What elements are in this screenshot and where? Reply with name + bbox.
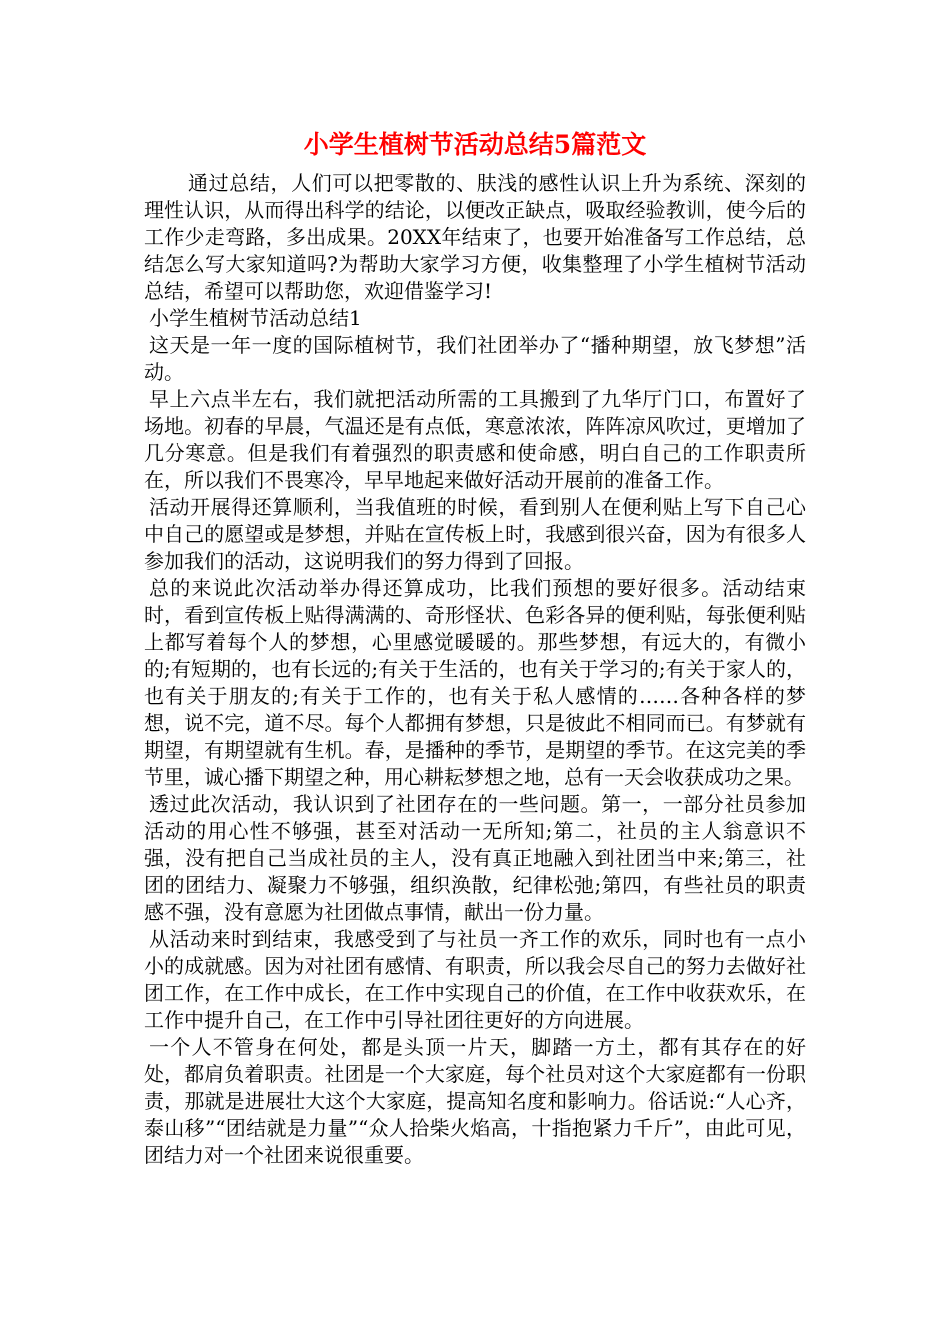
body-paragraph: 透过此次活动，我认识到了社团存在的一些问题。第一，一部分社员参加活动的用心性不够强，甚至对活动一无所知;第二，社员的主人翁意识不强，没有把自己当成社员的主人，没有真正地融入到社团当中来;第三，社团的团结力、凝聚力不够强，组织涣散，纪律松弛;第四，有些社员的职责感不强，没有意愿为社团做点事情，献出一份力量。 [144,792,806,924]
body-paragraph: 一个人不管身在何处，都是头顶一片天，脚踏一方土，都有其存在的好处，都肩负着职责。社团是一个大家庭，每个社员对这个大家庭都有一份职责，那就是进展壮大这个大家庭，提高知名度和影响力。俗话说:“人心齐，泰山移”“团结就是力量”“众人拾柴火焰高，十指抱紧力千斤”，由此可见，团结力对一个社团来说很重要。 [144,1035,806,1167]
body-paragraph: 这天是一年一度的国际植树节，我们社团举办了“播种期望，放飞梦想”活动。 [144,333,806,384]
body-paragraph: 从活动来时到结束，我感受到了与社员一齐工作的欢乐，同时也有一点小小的成就感。因为对社团有感情、有职责，所以我会尽自己的努力去做好社团工作，在工作中成长，在工作中实现自己的价值，在工作中收获欢乐，在工作中提升自己，在工作中引导社团往更好的方向进展。 [144,927,806,1032]
section-heading: 小学生植树节活动总结1 [149,306,362,330]
intro-paragraph: 通过总结，人们可以把零散的、肤浅的感性认识上升为系统、深刻的理性认识，从而得出科学的结论，以便改正缺点，吸取经验教训，使今后的工作少走弯路，多出成果。20XX年结束了，也要开始准备写工作总结，总结怎么写大家知道吗?为帮助大家学习方便，收集整理了小学生植树节活动总结，希望可以帮助您，欢迎借鉴学习! [144,171,806,303]
document-title: 小学生植树节活动总结5篇范文 [303,130,647,159]
body-paragraph: 总的来说此次活动举办得还算成功，比我们预想的要好很多。活动结束时，看到宣传板上贴得满满的、奇形怪状、色彩各异的便利贴，每张便利贴上都写着每个人的梦想，心里感觉暖暖的。那些梦想，有远大的，有微小的;有短期的，也有长远的;有关于生活的，也有关于学习的;有关于家人的，也有关于朋友的;有关于工作的，也有关于私人感情的……各种各样的梦想，说不完，道不尽。每个人都拥有梦想，只是彼此不相同而已。有梦就有期望，有期望就有生机。春，是播种的季节，是期望的季节。在这完美的季节里，诚心播下期望之种，用心耕耘梦想之地，总有一天会收获成功之果。 [144,576,806,789]
body-paragraph: 活动开展得还算顺利，当我值班的时候，看到别人在便利贴上写下自己心中自己的愿望或是梦想，并贴在宣传板上时，我感到很兴奋，因为有很多人参加我们的活动，这说明我们的努力得到了回报。 [144,495,806,573]
document-page [144,128,806,1169]
body-paragraph: 早上六点半左右，我们就把活动所需的工具搬到了九华厅门口，布置好了场地。初春的早晨，气温还是有点低，寒意浓浓，阵阵凉风吹过，更增加了几分寒意。但是我们有着强烈的职责感和使命感，明白自己的工作职责所在，所以我们不畏寒冷，早早地起来做好活动开展前的准备工作。 [144,387,806,492]
